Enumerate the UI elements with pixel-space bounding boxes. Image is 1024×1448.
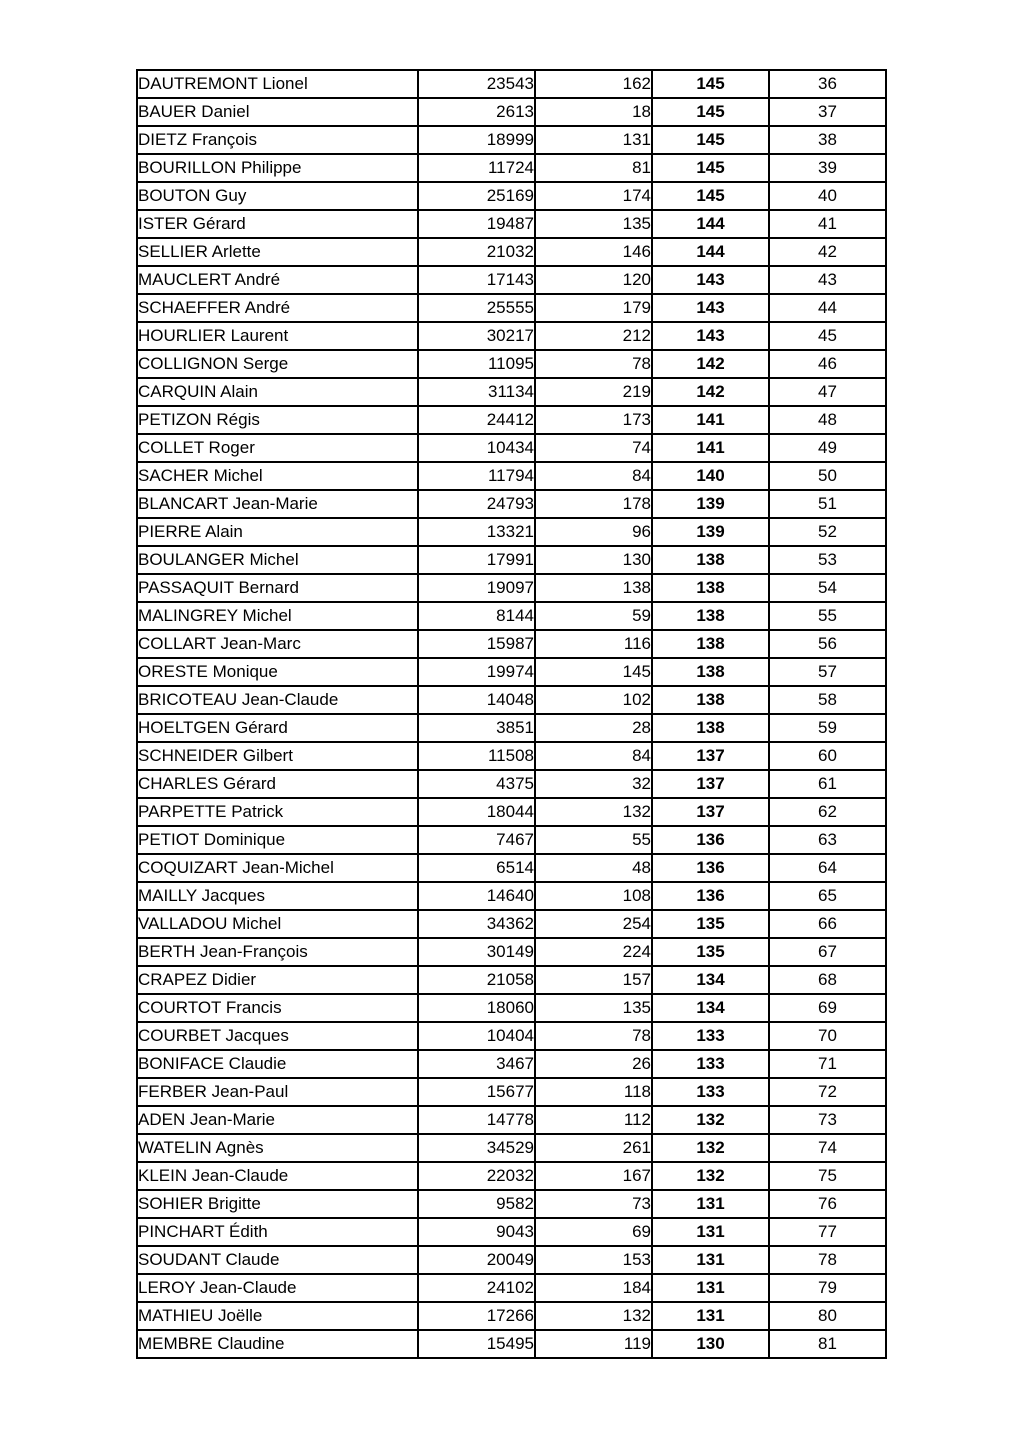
rank-cell: 80 — [769, 1302, 886, 1330]
name-cell: VALLADOU Michel — [137, 910, 418, 938]
table-row — [137, 1050, 886, 1078]
rank-cell: 78 — [769, 1246, 886, 1274]
table-row — [137, 826, 886, 854]
rank-cell: 46 — [769, 350, 886, 378]
value2-cell: 212 — [535, 322, 652, 350]
name-cell: SOHIER Brigitte — [137, 1190, 418, 1218]
value2-cell: 173 — [535, 406, 652, 434]
value1-cell: 15677 — [418, 1078, 535, 1106]
name-cell: CHARLES Gérard — [137, 770, 418, 798]
value1-cell: 8144 — [418, 602, 535, 630]
value1-cell: 18044 — [418, 798, 535, 826]
value2-cell: 26 — [535, 1050, 652, 1078]
score-cell: 131 — [652, 1246, 769, 1274]
rank-cell: 52 — [769, 518, 886, 546]
name-cell: PINCHART Édith — [137, 1218, 418, 1246]
name-cell: ISTER Gérard — [137, 210, 418, 238]
value1-cell: 20049 — [418, 1246, 535, 1274]
score-cell: 136 — [652, 882, 769, 910]
rank-cell: 44 — [769, 294, 886, 322]
value1-cell: 14048 — [418, 686, 535, 714]
value2-cell: 135 — [535, 210, 652, 238]
rank-cell: 65 — [769, 882, 886, 910]
value1-cell: 14640 — [418, 882, 535, 910]
table-row — [137, 1274, 886, 1302]
value1-cell: 3467 — [418, 1050, 535, 1078]
rank-cell: 49 — [769, 434, 886, 462]
value2-cell: 167 — [535, 1162, 652, 1190]
name-cell: MAILLY Jacques — [137, 882, 418, 910]
score-cell: 139 — [652, 518, 769, 546]
rank-cell: 53 — [769, 546, 886, 574]
name-cell: MALINGREY Michel — [137, 602, 418, 630]
rank-cell: 36 — [769, 70, 886, 98]
table-row — [137, 714, 886, 742]
value1-cell: 11794 — [418, 462, 535, 490]
value2-cell: 131 — [535, 126, 652, 154]
name-cell: SCHAEFFER André — [137, 294, 418, 322]
rank-cell: 66 — [769, 910, 886, 938]
name-cell: KLEIN Jean-Claude — [137, 1162, 418, 1190]
value1-cell: 25169 — [418, 182, 535, 210]
table-row — [137, 350, 886, 378]
value2-cell: 132 — [535, 798, 652, 826]
name-cell: WATELIN Agnès — [137, 1134, 418, 1162]
value1-cell: 19097 — [418, 574, 535, 602]
rank-cell: 42 — [769, 238, 886, 266]
score-cell: 138 — [652, 714, 769, 742]
name-cell: PARPETTE Patrick — [137, 798, 418, 826]
value1-cell: 13321 — [418, 518, 535, 546]
name-cell: BLANCART Jean-Marie — [137, 490, 418, 518]
name-cell: COLLIGNON Serge — [137, 350, 418, 378]
name-cell: ADEN Jean-Marie — [137, 1106, 418, 1134]
name-cell: ORESTE Monique — [137, 658, 418, 686]
name-cell: PIERRE Alain — [137, 518, 418, 546]
name-cell: SCHNEIDER Gilbert — [137, 742, 418, 770]
name-cell: MEMBRE Claudine — [137, 1330, 418, 1358]
table-row — [137, 126, 886, 154]
rank-cell: 70 — [769, 1022, 886, 1050]
name-cell: BAUER Daniel — [137, 98, 418, 126]
value2-cell: 112 — [535, 1106, 652, 1134]
value2-cell: 81 — [535, 154, 652, 182]
score-cell: 138 — [652, 546, 769, 574]
score-cell: 145 — [652, 154, 769, 182]
name-cell: SOUDANT Claude — [137, 1246, 418, 1274]
value1-cell: 24412 — [418, 406, 535, 434]
name-cell: PETIZON Régis — [137, 406, 418, 434]
name-cell: HOURLIER Laurent — [137, 322, 418, 350]
value1-cell: 10434 — [418, 434, 535, 462]
name-cell: MATHIEU Joëlle — [137, 1302, 418, 1330]
table-row — [137, 434, 886, 462]
score-cell: 137 — [652, 798, 769, 826]
value2-cell: 108 — [535, 882, 652, 910]
score-cell: 131 — [652, 1190, 769, 1218]
table-row — [137, 294, 886, 322]
value2-cell: 146 — [535, 238, 652, 266]
rank-cell: 67 — [769, 938, 886, 966]
table-row — [137, 490, 886, 518]
name-cell: PASSAQUIT Bernard — [137, 574, 418, 602]
score-cell: 136 — [652, 826, 769, 854]
table-row — [137, 574, 886, 602]
rank-cell: 45 — [769, 322, 886, 350]
table-row — [137, 994, 886, 1022]
value2-cell: 162 — [535, 70, 652, 98]
value2-cell: 178 — [535, 490, 652, 518]
value1-cell: 9582 — [418, 1190, 535, 1218]
rank-cell: 58 — [769, 686, 886, 714]
table-row — [137, 238, 886, 266]
rank-cell: 41 — [769, 210, 886, 238]
value1-cell: 19974 — [418, 658, 535, 686]
value2-cell: 116 — [535, 630, 652, 658]
rank-cell: 81 — [769, 1330, 886, 1358]
rank-cell: 74 — [769, 1134, 886, 1162]
value2-cell: 119 — [535, 1330, 652, 1358]
value2-cell: 73 — [535, 1190, 652, 1218]
rank-cell: 63 — [769, 826, 886, 854]
value2-cell: 96 — [535, 518, 652, 546]
score-cell: 144 — [652, 238, 769, 266]
score-cell: 133 — [652, 1050, 769, 1078]
score-cell: 143 — [652, 294, 769, 322]
value2-cell: 132 — [535, 1302, 652, 1330]
score-cell: 136 — [652, 854, 769, 882]
name-cell: COURBET Jacques — [137, 1022, 418, 1050]
table-row — [137, 98, 886, 126]
table-row — [137, 1246, 886, 1274]
name-cell: CARQUIN Alain — [137, 378, 418, 406]
rank-cell: 39 — [769, 154, 886, 182]
value2-cell: 18 — [535, 98, 652, 126]
name-cell: BERTH Jean-François — [137, 938, 418, 966]
rank-cell: 51 — [769, 490, 886, 518]
name-cell: MAUCLERT André — [137, 266, 418, 294]
table-row — [137, 854, 886, 882]
table-row — [137, 1078, 886, 1106]
name-cell: COLLET Roger — [137, 434, 418, 462]
rank-cell: 48 — [769, 406, 886, 434]
value1-cell: 11508 — [418, 742, 535, 770]
table-row — [137, 1302, 886, 1330]
value2-cell: 118 — [535, 1078, 652, 1106]
score-cell: 132 — [652, 1162, 769, 1190]
value1-cell: 3851 — [418, 714, 535, 742]
value1-cell: 17143 — [418, 266, 535, 294]
table-row — [137, 266, 886, 294]
table-row — [137, 518, 886, 546]
table-row — [137, 1022, 886, 1050]
value2-cell: 120 — [535, 266, 652, 294]
table-row — [137, 630, 886, 658]
score-cell: 139 — [652, 490, 769, 518]
rank-cell: 64 — [769, 854, 886, 882]
table-row — [137, 210, 886, 238]
value2-cell: 84 — [535, 742, 652, 770]
value1-cell: 11724 — [418, 154, 535, 182]
value2-cell: 254 — [535, 910, 652, 938]
value1-cell: 23543 — [418, 70, 535, 98]
value2-cell: 59 — [535, 602, 652, 630]
value1-cell: 30149 — [418, 938, 535, 966]
value2-cell: 69 — [535, 1218, 652, 1246]
value2-cell: 145 — [535, 658, 652, 686]
name-cell: BOULANGER Michel — [137, 546, 418, 574]
score-cell: 138 — [652, 574, 769, 602]
value2-cell: 157 — [535, 966, 652, 994]
score-cell: 144 — [652, 210, 769, 238]
value2-cell: 138 — [535, 574, 652, 602]
table-row — [137, 742, 886, 770]
score-cell: 131 — [652, 1274, 769, 1302]
value1-cell: 7467 — [418, 826, 535, 854]
value1-cell: 34529 — [418, 1134, 535, 1162]
table-row — [137, 182, 886, 210]
name-cell: HOELTGEN Gérard — [137, 714, 418, 742]
name-cell: DIETZ François — [137, 126, 418, 154]
score-cell: 145 — [652, 70, 769, 98]
name-cell: SELLIER Arlette — [137, 238, 418, 266]
rank-cell: 72 — [769, 1078, 886, 1106]
value2-cell: 84 — [535, 462, 652, 490]
ranking-table-body — [137, 70, 886, 1358]
table-row — [137, 70, 886, 98]
value1-cell: 21058 — [418, 966, 535, 994]
value2-cell: 102 — [535, 686, 652, 714]
score-cell: 135 — [652, 938, 769, 966]
table-row — [137, 1162, 886, 1190]
table-row — [137, 154, 886, 182]
value1-cell: 6514 — [418, 854, 535, 882]
table-row — [137, 322, 886, 350]
rank-cell: 59 — [769, 714, 886, 742]
value1-cell: 31134 — [418, 378, 535, 406]
value1-cell: 10404 — [418, 1022, 535, 1050]
score-cell: 137 — [652, 742, 769, 770]
value1-cell: 18999 — [418, 126, 535, 154]
value1-cell: 2613 — [418, 98, 535, 126]
score-cell: 142 — [652, 350, 769, 378]
score-cell: 145 — [652, 126, 769, 154]
rank-cell: 57 — [769, 658, 886, 686]
table-row — [137, 406, 886, 434]
name-cell: LEROY Jean-Claude — [137, 1274, 418, 1302]
name-cell: COLLART Jean-Marc — [137, 630, 418, 658]
score-cell: 131 — [652, 1218, 769, 1246]
table-row — [137, 770, 886, 798]
score-cell: 137 — [652, 770, 769, 798]
name-cell: BONIFACE Claudie — [137, 1050, 418, 1078]
score-cell: 141 — [652, 434, 769, 462]
table-row — [137, 910, 886, 938]
table-row — [137, 938, 886, 966]
rank-cell: 61 — [769, 770, 886, 798]
name-cell: BOURILLON Philippe — [137, 154, 418, 182]
table-row — [137, 1218, 886, 1246]
score-cell: 134 — [652, 994, 769, 1022]
ranking-table — [136, 69, 887, 1359]
name-cell: COQUIZART Jean-Michel — [137, 854, 418, 882]
value2-cell: 179 — [535, 294, 652, 322]
name-cell: SACHER Michel — [137, 462, 418, 490]
value1-cell: 4375 — [418, 770, 535, 798]
table-row — [137, 1106, 886, 1134]
score-cell: 140 — [652, 462, 769, 490]
value1-cell: 22032 — [418, 1162, 535, 1190]
value2-cell: 219 — [535, 378, 652, 406]
value1-cell: 21032 — [418, 238, 535, 266]
value1-cell: 11095 — [418, 350, 535, 378]
value2-cell: 78 — [535, 350, 652, 378]
table-row — [137, 462, 886, 490]
rank-cell: 40 — [769, 182, 886, 210]
table-row — [137, 798, 886, 826]
rank-cell: 37 — [769, 98, 886, 126]
score-cell: 138 — [652, 658, 769, 686]
value1-cell: 25555 — [418, 294, 535, 322]
value1-cell: 19487 — [418, 210, 535, 238]
table-row — [137, 882, 886, 910]
value1-cell: 17266 — [418, 1302, 535, 1330]
score-cell: 132 — [652, 1106, 769, 1134]
score-cell: 133 — [652, 1022, 769, 1050]
name-cell: PETIOT Dominique — [137, 826, 418, 854]
rank-cell: 38 — [769, 126, 886, 154]
value2-cell: 28 — [535, 714, 652, 742]
rank-cell: 73 — [769, 1106, 886, 1134]
value2-cell: 184 — [535, 1274, 652, 1302]
value1-cell: 24102 — [418, 1274, 535, 1302]
name-cell: COURTOT Francis — [137, 994, 418, 1022]
rank-cell: 50 — [769, 462, 886, 490]
rank-cell: 79 — [769, 1274, 886, 1302]
rank-cell: 76 — [769, 1190, 886, 1218]
score-cell: 138 — [652, 602, 769, 630]
rank-cell: 68 — [769, 966, 886, 994]
name-cell: CRAPEZ Didier — [137, 966, 418, 994]
value1-cell: 17991 — [418, 546, 535, 574]
rank-cell: 43 — [769, 266, 886, 294]
score-cell: 133 — [652, 1078, 769, 1106]
rank-cell: 54 — [769, 574, 886, 602]
table-row — [137, 1330, 886, 1358]
rank-cell: 75 — [769, 1162, 886, 1190]
name-cell: BRICOTEAU Jean-Claude — [137, 686, 418, 714]
table-row — [137, 602, 886, 630]
value2-cell: 32 — [535, 770, 652, 798]
score-cell: 142 — [652, 378, 769, 406]
value2-cell: 74 — [535, 434, 652, 462]
score-cell: 141 — [652, 406, 769, 434]
score-cell: 135 — [652, 910, 769, 938]
value2-cell: 78 — [535, 1022, 652, 1050]
value2-cell: 261 — [535, 1134, 652, 1162]
table-row — [137, 686, 886, 714]
value2-cell: 153 — [535, 1246, 652, 1274]
score-cell: 145 — [652, 98, 769, 126]
score-cell: 130 — [652, 1330, 769, 1358]
value2-cell: 174 — [535, 182, 652, 210]
table-row — [137, 1134, 886, 1162]
table-row — [137, 658, 886, 686]
value2-cell: 224 — [535, 938, 652, 966]
value2-cell: 48 — [535, 854, 652, 882]
rank-cell: 60 — [769, 742, 886, 770]
rank-cell: 77 — [769, 1218, 886, 1246]
value1-cell: 15495 — [418, 1330, 535, 1358]
rank-cell: 55 — [769, 602, 886, 630]
score-cell: 145 — [652, 182, 769, 210]
table-row — [137, 966, 886, 994]
rank-cell: 71 — [769, 1050, 886, 1078]
value2-cell: 55 — [535, 826, 652, 854]
value1-cell: 34362 — [418, 910, 535, 938]
value2-cell: 130 — [535, 546, 652, 574]
value1-cell: 24793 — [418, 490, 535, 518]
table-row — [137, 1190, 886, 1218]
rank-cell: 62 — [769, 798, 886, 826]
name-cell: FERBER Jean-Paul — [137, 1078, 418, 1106]
value1-cell: 14778 — [418, 1106, 535, 1134]
table-row — [137, 546, 886, 574]
rank-cell: 69 — [769, 994, 886, 1022]
score-cell: 138 — [652, 686, 769, 714]
score-cell: 143 — [652, 322, 769, 350]
score-cell: 134 — [652, 966, 769, 994]
name-cell: DAUTREMONT Lionel — [138, 74, 308, 93]
value1-cell: 30217 — [418, 322, 535, 350]
value1-cell: 18060 — [418, 994, 535, 1022]
score-cell: 138 — [652, 630, 769, 658]
score-cell: 132 — [652, 1134, 769, 1162]
name-cell: BOUTON Guy — [137, 182, 418, 210]
rank-cell: 47 — [769, 378, 886, 406]
value1-cell: 9043 — [418, 1218, 535, 1246]
rank-cell: 56 — [769, 630, 886, 658]
table-row — [137, 378, 886, 406]
value2-cell: 135 — [535, 994, 652, 1022]
value1-cell: 15987 — [418, 630, 535, 658]
score-cell: 143 — [652, 266, 769, 294]
score-cell: 131 — [652, 1302, 769, 1330]
